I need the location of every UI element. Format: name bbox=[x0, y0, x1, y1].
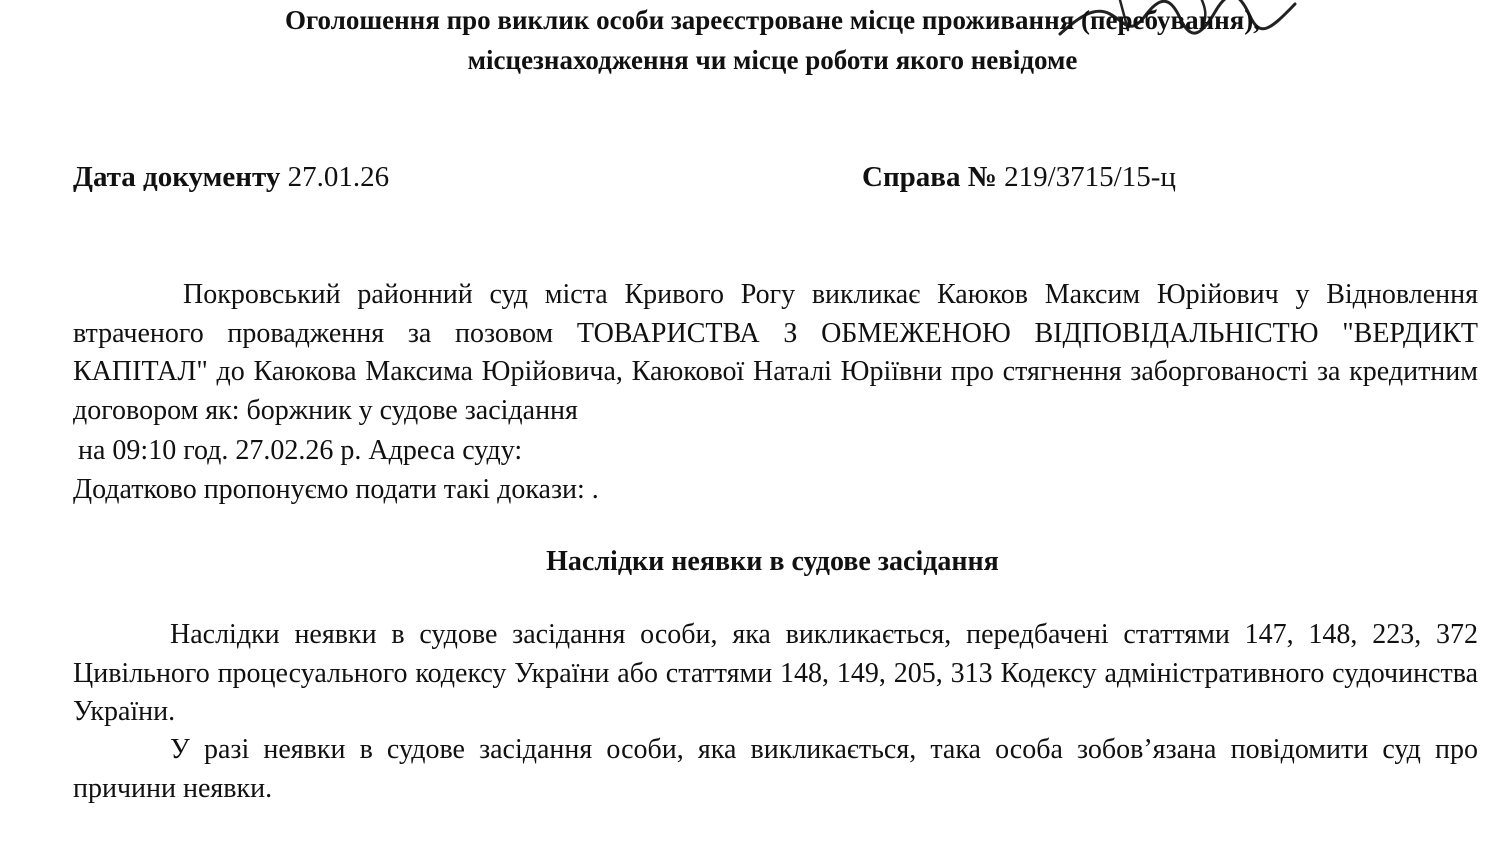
evidence-request-line: Додатково пропонуємо подати такі докази: . bbox=[73, 474, 599, 505]
document-date bbox=[73, 160, 389, 194]
document-date-value: 27.01.26 bbox=[287, 161, 390, 193]
hearing-time-line: на 09:10 год. 27.02.26 р. Адреса суду: bbox=[78, 435, 523, 466]
case-number-label: Справа № bbox=[862, 161, 997, 193]
consequences-heading: Наслідки неявки в судове засідання bbox=[546, 546, 999, 577]
consequences-paragraph-2: У разі неявки в судове засідання особи, яка викликається, така особа зобов’язана повідомити суд про причини неявки. bbox=[73, 734, 1478, 804]
consequences-paragraph-1: Наслідки неявки в судове засідання особи, яка викликається, передбачені статтями 147, 148, 223, 372 Цивільного процесуального кодексу України або статтями 148, 149, 205, 313 Кодексу адміністративного судочинства України. bbox=[73, 619, 1478, 727]
case-number bbox=[862, 160, 1176, 194]
document-title-line-2: місцезнаходження чи місце роботи якого невідоме bbox=[467, 45, 1078, 75]
document-date-label: Дата документу bbox=[73, 161, 281, 193]
summons-paragraph: Покровський районний суд міста Кривого Рогу викликає Каюков Максим Юрійович у Відновлення втраченого провадження за позовом ТОВАРИСТВА З ОБМЕЖЕНОЮ ВІДПОВІДАЛЬНІСТЮ "ВЕРДИКТ КАПІТАЛ" до Каюкова Максима Юрійовича, Каюкової Наталі Юріївни про стягнення заборгованості за кредитним договором як: боржник у судове засідання bbox=[73, 279, 1478, 426]
case-number-value: 219/3715/15-ц bbox=[1004, 161, 1176, 193]
document-title-line-1: Оголошення про виклик особи зареєстроване місце проживання (перебування), bbox=[284, 5, 1261, 35]
